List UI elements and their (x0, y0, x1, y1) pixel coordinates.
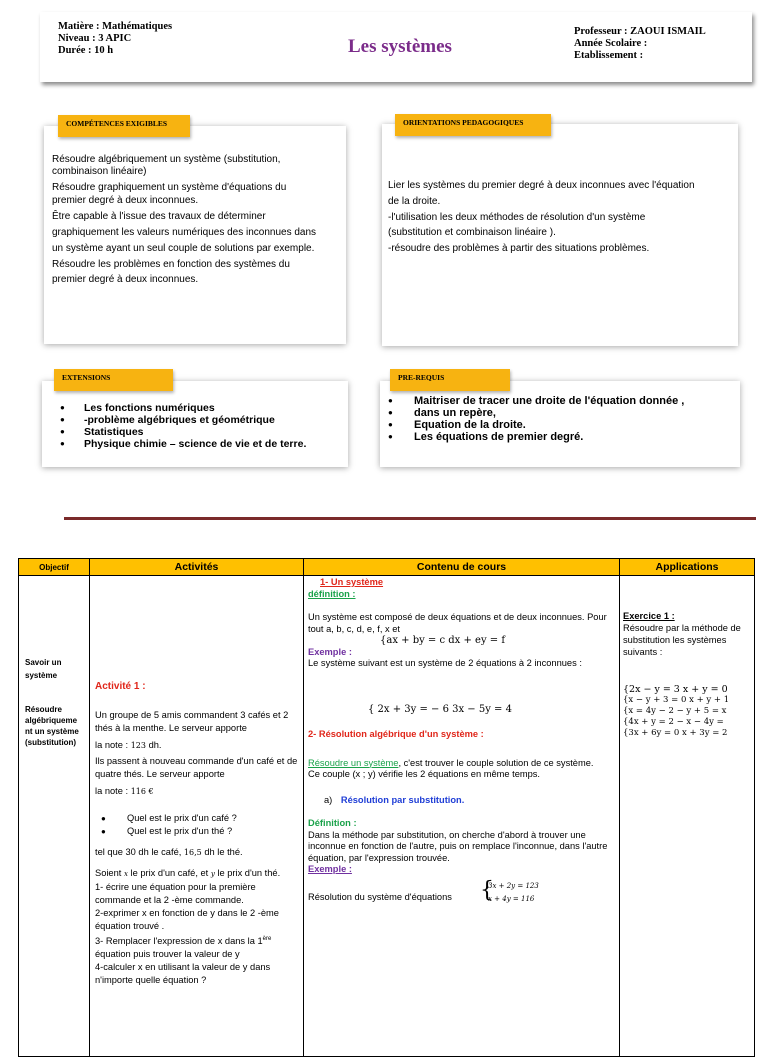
section1-title: 1- Un système (320, 577, 384, 587)
objectif-line: nt un système (25, 727, 79, 736)
questions-list (95, 812, 299, 838)
competences-line: un système ayant un seul couple de solutions par exemple. (52, 242, 315, 254)
note1-unit: dh. (148, 740, 162, 750)
objectif-cell (19, 576, 90, 1057)
prerequis-item: ● Maitriser de tracer une droite de l'équation donnée , (382, 395, 738, 407)
step3 (95, 933, 299, 961)
method-a-label: a) (324, 794, 333, 805)
applications-cell (620, 576, 755, 1057)
note1-label: la note : (95, 740, 129, 750)
extensions-list (54, 402, 344, 450)
step4: 4-calculer x en utilisant la valeur de y dans n'importe quelle équation ? (95, 962, 271, 986)
note1-value: 123 (130, 741, 146, 750)
tel-que-a: tel que 30 dh le café, (95, 847, 182, 857)
system-brace: { (480, 877, 494, 903)
prerequis-list (382, 395, 738, 443)
objectif-2 (25, 704, 79, 748)
orientations-line: de la droite. (388, 195, 441, 207)
couple-text: Ce couple (x ; y) vérifie les 2 équations en même temps. (308, 769, 541, 779)
systems-list (623, 684, 763, 739)
lesson-table (18, 558, 755, 1057)
step1: 1- écrire une équation pour la première commande et la 2 -ème commande. (95, 882, 256, 905)
orientations-line: -résoudre des problèmes à partir des situations problèmes. (388, 243, 650, 255)
resoudre-text: , c'est trouver le couple solution de ce système. (398, 757, 594, 768)
competences-line: premier degré à deux inconnues. (52, 274, 199, 286)
competences-line: Résoudre les problèmes en fonction des systèmes du (52, 258, 290, 270)
prerequis-item: ● Equation de la droite. (382, 419, 738, 431)
exemple1-label: Exemple : (308, 646, 352, 657)
note2-label: la note : (95, 786, 129, 796)
soient-y: y (210, 870, 215, 878)
objectif-line: Savoir un (25, 658, 62, 667)
activites-content (95, 680, 299, 987)
exemple1-text: Le système suivant est un système de 2 équations à 2 inconnues : (308, 658, 582, 668)
definition2-label: Définition : (308, 818, 357, 828)
activites-cell (90, 576, 304, 1057)
objectif-line: Résoudre (25, 705, 62, 714)
question: ● Quel est le prix d'un café ? (95, 812, 299, 825)
definition-label: définition : (308, 588, 356, 599)
extensions-item: ● Les fonctions numériques (54, 402, 344, 414)
exemple2-label: Exemple : (308, 864, 352, 874)
col-header-objectif: Objectif (19, 559, 90, 576)
col-header-contenu: Contenu de cours (304, 559, 620, 576)
step3-sup: ère (262, 936, 272, 942)
orientations-line: Lier les systèmes du premier degré à deux inconnues avec l'équation (388, 180, 695, 191)
note2 (95, 785, 299, 798)
orientations-line: -l'utilisation les deux méthodes de résolution d'un système (388, 211, 646, 223)
exercice-text: Résoudre par la méthode de substitution les systèmes suivants : (623, 623, 741, 657)
contenu-cell (304, 576, 620, 1057)
annee-scolaire: Année Scolaire : (574, 38, 648, 49)
competences-line: Être capable à l'issue des travaux de déterminer (52, 211, 266, 223)
system-item: {4x + y = 2 − x − 4y = (623, 717, 724, 727)
competences-line: graphiquement les valeurs numériques des inconnues dans (52, 226, 317, 238)
header-left (58, 21, 172, 57)
extensions-item: ● Statistiques (54, 426, 344, 438)
extensions-item: ● Physique chimie – science de vie et de terre. (54, 438, 344, 450)
resoudre (308, 758, 616, 770)
objectif-line: (substitution) (25, 738, 77, 747)
extensions-tag: EXTENSIONS (54, 369, 173, 391)
system-item: {x − y + 3 = 0 x + y + 1 (623, 695, 730, 705)
competences-text (52, 152, 344, 288)
prerequis-item-continued (382, 407, 738, 419)
orientations-line: (substitution et combinaison linéaire ). (388, 227, 556, 239)
system-item: {2x − y = 3 x + y = 0 (623, 684, 728, 695)
system-item: {x = 4y − 2 − y + 5 = x (623, 706, 727, 716)
header-right (574, 26, 706, 62)
system-example (308, 878, 616, 912)
soient-x: x (123, 870, 128, 878)
note1 (95, 739, 299, 752)
col-header-applications: Applications (620, 559, 755, 576)
activite-p1: Un groupe de 5 amis commandent 3 cafés et 2 thés à la menthe. Le serveur apporte (95, 710, 289, 733)
competences-line: combinaison linéaire) (52, 165, 147, 177)
soient (95, 867, 299, 881)
resolution-text: Résolution du système d'équations (308, 891, 452, 902)
objectif-1 (25, 656, 61, 682)
tel-que-value: 16,5 (183, 848, 202, 857)
activite-p2: Ils passent à nouveau commande d'un café et de quatre thés. Le serveur apporte (95, 756, 298, 779)
competences-tag: COMPÉTENCES EXIGIBLES (58, 115, 190, 137)
definition2-text: Dans la méthode par substitution, on cherche d'abord à trouver une inconnue en fonction de l'autre, puis on remplace l'inconnue, dans l'autre équation, par l'expression trouvée. (308, 829, 608, 863)
activite-title: Activité 1 : (95, 681, 146, 692)
exercice-title: Exercice 1 : (623, 611, 675, 621)
tel-que (95, 846, 299, 859)
competences-line: Résoudre algébriquement un système (substitution, (52, 154, 281, 165)
note2-value: 116 € (130, 787, 154, 796)
matiere: Matière : Mathématiques (58, 21, 173, 32)
orientations-tag: ORIENTATIONS PEDAGOGIQUES (395, 114, 551, 136)
resoudre-label: Résoudre un système (308, 757, 399, 768)
objectif-line: système (25, 671, 58, 680)
professeur: Professeur : ZAOUI ISMAIL (574, 26, 706, 37)
col-header-activites: Activités (90, 559, 304, 576)
separator-line (64, 517, 756, 520)
orientations-text (388, 178, 736, 257)
system-item: {3x + 6y = 0 x + 3y = 2 (623, 728, 728, 738)
step3-b: équation puis trouver la valeur de y (95, 949, 240, 960)
definition-text: Un système est composé de deux équations et de deux inconnues. Pour tout a, b, c, d, e, f, x et (308, 612, 607, 634)
page-title: Les systèmes (348, 36, 452, 57)
competences-line: Résoudre graphiquement un système d'équations du (52, 181, 287, 193)
soient-b: le prix d'un café, et (130, 868, 209, 878)
applications-content (623, 610, 763, 739)
method-a-title: Résolution par substitution. (340, 794, 465, 805)
system-equations (488, 880, 539, 906)
section2-title: 2- Résolution algébrique d'un système : (308, 729, 484, 739)
extensions-item: ● -problème algébriques et géométrique (54, 414, 344, 426)
step2: 2-exprimer x en fonction de y dans le 2 -ème équation trouvé . (95, 908, 279, 931)
etablissement: Etablissement : (574, 50, 644, 61)
exemple1-formula: { 2x + 3y = − 6 3x − 5y = 4 (368, 703, 512, 715)
tel-que-b: dh le thé. (204, 847, 243, 857)
question: ● Quel est le prix d'un thé ? (95, 825, 299, 838)
definition-formula: {ax + by = c dx + ey = f (380, 635, 506, 646)
contenu-content (308, 577, 616, 912)
prerequis-item-text: dans un repère, (414, 407, 496, 419)
step3-a: 3- Remplacer l'expression de x dans la 1 (95, 936, 263, 947)
objectif-line: algébriqueme (25, 716, 78, 725)
competences-line: premier degré à deux inconnues. (52, 195, 199, 207)
duree: Durée : 10 h (58, 45, 114, 56)
prerequis-item: ● Les équations de premier degré. (382, 431, 738, 443)
system-eq: 3x + 2y = 123 (488, 881, 539, 890)
niveau: Niveau : 3 APIC (58, 33, 132, 44)
method-a (308, 795, 616, 807)
soient-a: Soient (95, 868, 122, 878)
prerequis-tag: PRE-REQUIS (390, 369, 510, 391)
soient-c: le prix d'un thé. (217, 868, 281, 878)
system-eq: x + 4y = 116 (488, 894, 535, 903)
